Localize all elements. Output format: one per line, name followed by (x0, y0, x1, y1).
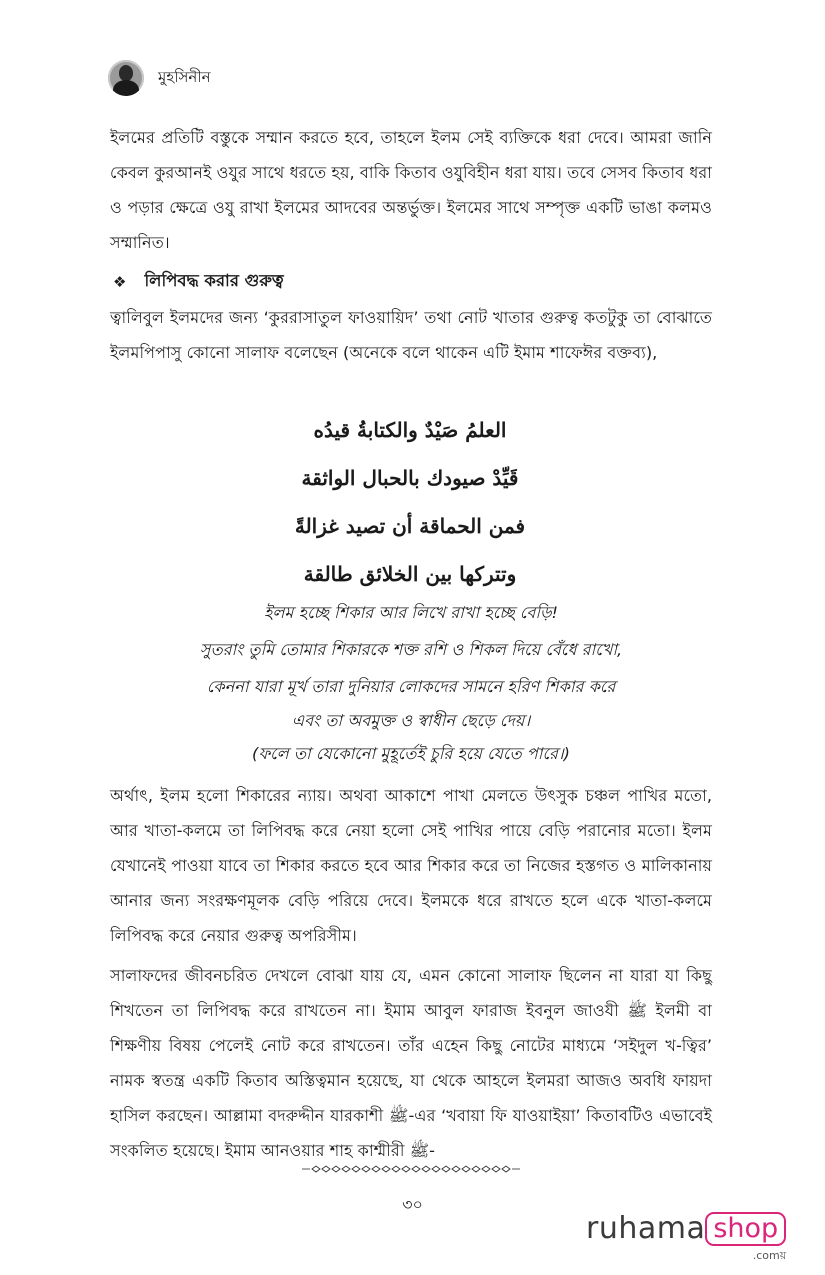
paragraph-notebook-importance: ত্বালিবুল ইলমদের জন্য ‘কুররাসাতুল ফাওয়ায়িদ’ তথা নোট খাতার গুরুত্ব কতটুকু তা বোঝাতে ইলমপিপাসু কোনো সালাফ বলেছেন (অনেকে বলে থাকেন এটি ইমাম শাফেঈর বক্তব্য), (110, 308, 712, 362)
ornament-diamond (382, 1166, 390, 1172)
ornament-diamond (372, 1166, 380, 1172)
ornament-diamond (472, 1166, 480, 1172)
ornament-diamond (452, 1166, 460, 1172)
translation-line-1: ইলম হচ্ছে শিকার আর লিখে রাখা হচ্ছে বেড়ি! (263, 603, 559, 622)
ornament-diamond (432, 1166, 440, 1172)
ornament-diamond (312, 1166, 320, 1172)
arabic-verse-line-3: فمن الحماقة أن تصيد غزالةً (294, 514, 526, 538)
ornament-diamond (332, 1166, 340, 1172)
ornament-diamond (392, 1166, 400, 1172)
page-header (108, 58, 211, 98)
arabic-verse-line-4: وتتركها بين الخلائق طالقة (303, 562, 517, 586)
diamond-bullet-icon: ❖ (113, 272, 127, 291)
ornament-diamond (502, 1166, 510, 1172)
logo-brand-text: ruhama (586, 1211, 706, 1246)
ornament-diamond (362, 1166, 370, 1172)
logo-shop-badge: shop (705, 1212, 786, 1246)
translation-line-3: কেননা যারা মূর্খ তারা দুনিয়ার লোকদের সামনে হরিণ শিকার করে (206, 677, 616, 696)
running-title: মুহসিনীন (158, 67, 211, 86)
arabic-verse-line-2: قَيِّدْ صيودك بالحبال الواثقة (301, 466, 519, 490)
arabic-verse-line-1: العلمُ صَيْدٌ والكتابةُ قيدُه (313, 418, 507, 442)
logo-domain: .comয় (752, 1249, 787, 1262)
publisher-logo (586, 1212, 786, 1266)
section-heading-text: লিপিবদ্ধ করার গুরুত্ব (144, 271, 284, 290)
ornament-diamond (422, 1166, 430, 1172)
ornament-diamond (462, 1166, 470, 1172)
ornament-diamond (342, 1166, 350, 1172)
ornament-divider (300, 1164, 522, 1174)
section-heading (113, 268, 284, 295)
ornament-diamond (442, 1166, 450, 1172)
ornament-diamond (492, 1166, 500, 1172)
ornament-diamond (322, 1166, 330, 1172)
author-portrait-icon (108, 60, 144, 96)
page-number: ৩০ (402, 1195, 423, 1214)
translation-line-5: (ফলে তা যেকোনো মুহূর্তেই চুরি হয়ে যেতে পারে।) (252, 744, 570, 763)
paragraph-salaf-notes: সালাফদের জীবনচরিত দেখলে বোঝা যায় যে, এমন কোনো সালাফ ছিলেন না যারা যা কিছু শিখতেন তা লিপিবদ্ধ করে রাখতেন না। ইমাম আবুল ফারাজ ইবনুল জাওযী ﷺ ইলমী বা শিক্ষণীয় বিষয় পেলেই নোট করে রাখতেন। তাঁর এহেন কিছু নোটের মাধ্যমে ‘সইদুল খ-ত্বির’ নামক স্বতন্ত্র একটি কিতাব অস্তিত্বমান হয়েছে, যা থেকে আহলে ইলমরা আজও অবধি ফায়দা হাসিল করছেন। আল্লামা বদরুদ্দীন যারকাশী ﷺ-এর ‘খবায়া ফি যাওয়াইয়া’ কিতাবটিও এভাবেই সংকলিত হয়েছে। ইমাম আনওয়ার শাহ কাশ্মীরী ﷺ- (110, 966, 712, 1160)
paragraph-explanation: অর্থাৎ, ইলম হলো শিকারের ন্যায়। অথবা আকাশে পাখা মেলতে উৎসুক চঞ্চল পাখির মতো, আর খাতা-কলমে তা লিপিবদ্ধ করে নেয়া হলো সেই পাখির পায়ে বেড়ি পরানোর মতো। ইলম যেখানেই পাওয়া যাবে তা শিকার করতে হবে আর শিকার করে তা নিজের হস্তগত ও মালিকানায় আনার জন্য সংরক্ষণমূলক বেড়ি পরিয়ে দেবে। ইলমকে ধরে রাখতে হলে একে খাতা-কলমে লিপিবদ্ধ করে নেয়ার গুরুত্ব অপরিসীম। (110, 786, 712, 945)
translation-line-4: এবং তা অবমুক্ত ও স্বাধীন ছেড়ে দেয়। (291, 711, 531, 730)
paragraph-respect-for-knowledge: ইলমের প্রতিটি বস্তুকে সম্মান করতে হবে, তাহলে ইলম সেই ব্যক্তিকে ধরা দেবে। আমরা জানি কেবল কুরআনই ওযুর সাথে ধরতে হয়, বাকি কিতাব ওযুবিহীন ধরা যায়। তবে সেসব কিতাব ধরা ও পড়ার ক্ষেত্রে ওযু রাখা ইলমের আদবের অন্তর্ভুক্ত। ইলমের সাথে সম্পৃক্ত একটি ভাঙা কলমও সম্মানিত। (110, 128, 712, 252)
ornament-diamond (402, 1166, 410, 1172)
translation-line-2: সুতরাং তুমি তোমার শিকারকে শক্ত রশি ও শিকল দিয়ে বেঁধে রাখো, (199, 640, 623, 659)
ornament-diamond (482, 1166, 490, 1172)
ornament-diamond (412, 1166, 420, 1172)
ornament-diamond (352, 1166, 360, 1172)
